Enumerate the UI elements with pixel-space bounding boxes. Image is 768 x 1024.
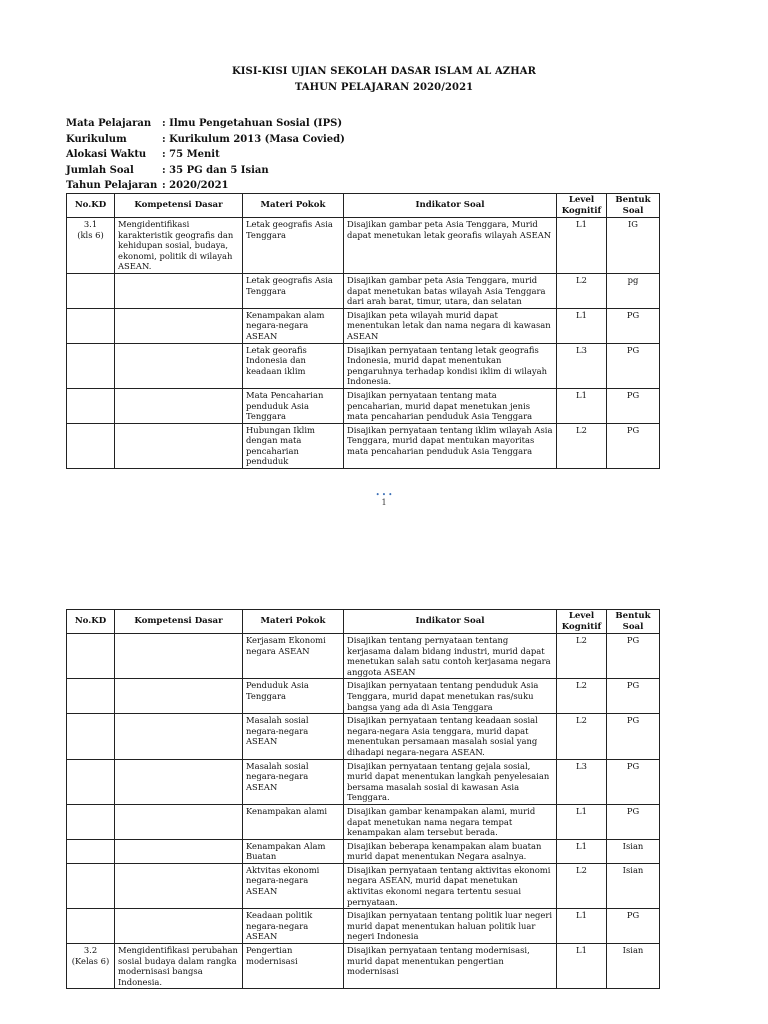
cell-text: Kenampakan alam negara-negara ASEAN [246,309,325,341]
cell-text: IG [628,219,638,229]
cell-indikator [344,759,557,804]
cell-text: Aktvitas ekonomi negara-negara ASEAN [246,864,320,897]
cell-kompetensi [115,218,243,274]
meta-row-subject [66,116,345,132]
cell-text: Isian [622,864,644,875]
meta-value: : 75 Menit [162,149,220,160]
table-row [67,804,660,839]
cell-kompetensi [115,273,243,308]
cell-kompetensi [115,839,243,863]
meta-key: Mata Pelajaran [66,118,152,129]
meta-key: Alokasi Waktu [66,149,147,160]
cell-text: L2 [576,274,587,285]
cell-level [557,714,607,759]
cell-bentuk [607,218,660,274]
cell-bentuk [607,759,660,804]
cell-level [557,759,607,804]
cell-kompetensi [115,759,243,804]
cell-text: L1 [576,840,587,851]
document-subtitle: TAHUN PELAJARAN 2020/2021 [294,82,474,93]
cell-text: Disajikan pernyataan tentang politik luar negeri murid dapat menentukan haluan politik luar negeri Indonesia [347,910,553,942]
meta-value: : 35 PG dan 5 Isian [162,164,269,176]
page-marker [0,492,768,506]
cell-materi [243,909,344,944]
cell-text: L1 [576,389,587,400]
cell-kompetensi [115,634,243,679]
cell-text: PG [626,424,640,435]
cell-text: PG [626,635,640,645]
cell-kompetensi [115,308,243,343]
cell-indikator [344,804,557,839]
cell-indikator [344,944,557,989]
cell-text: L1 [576,805,587,816]
cell-kompetensi [115,714,243,759]
meta-key: Jumlah Soal [66,164,134,176]
cell-text: 3.2 [83,945,98,956]
cell-text: Disajikan pernyataan tentang mata pencaharian, murid dapat menetukan jenis mata pencaharian penduduk Asia Tenggara [347,389,533,422]
cell-text: Letak geografis Asia Tenggara [246,219,333,240]
cell-text: Mata Pencaharian penduduk Asia Tenggara [246,389,324,422]
meta-value: : Kurikulum 2013 (Masa Covied) [162,133,345,145]
cell-materi [243,388,344,423]
header-no-kd: No.KD [67,610,115,634]
cell-text: Disajikan beberapa kenampakan alam buatan murid dapat menentukan Negara asalnya. [347,840,542,862]
meta-key: Kurikulum [66,133,127,145]
table-row [67,423,660,468]
table-row [67,308,660,343]
cell-text: L3 [576,760,587,771]
cell-text: PG [626,309,640,320]
cell-text: Hubungan Iklim dengan mata pencaharian penduduk [246,424,315,467]
cell-materi [243,804,344,839]
cell-indikator [344,634,557,679]
cell-level [557,944,607,989]
meta-row-year [66,178,345,194]
cell-level [557,863,607,908]
header-level: Level Kognitif [557,194,607,218]
meta-value: : 2020/2021 [162,180,229,191]
cell-level [557,423,607,468]
document-meta [66,116,345,194]
cell-text: L1 [576,945,587,956]
cell-materi [243,679,344,714]
cell-text: PG [626,910,640,921]
cell-materi [243,273,344,308]
header-materi: Materi Pokok [243,610,344,634]
cell-indikator [344,679,557,714]
cell-kompetensi [115,909,243,944]
cell-no-kd [67,634,115,679]
cell-bentuk [607,388,660,423]
table-header-row [67,194,660,218]
cell-indikator [344,218,557,274]
cell-text: Penduduk Asia Tenggara [246,680,309,701]
header-bentuk: Bentuk Soal [607,610,660,634]
cell-no-kd [67,679,115,714]
cell-text: Mengidentifikasi perubahan sosial budaya dalam rangka modernisasi bangsa Indonesia. [118,945,238,987]
cell-text: Disajikan pernyataan tentang aktivitas ekonomi negara ASEAN, murid dapat menetukan aktivitas ekonomi negara tertentu sesuai pernyataan. [347,864,551,907]
cell-materi [243,839,344,863]
cell-text: Disajikan pernyataan tentang keadaan sosial negara-negara Asia tenggara, murid dapat menentukan persamaan masalah sosial yang dihadapi negara-negara ASEAN. [347,715,538,757]
cell-bentuk [607,839,660,863]
cell-text: Kenampakan Alam Buatan [246,840,326,862]
cell-materi [243,759,344,804]
table-row [67,839,660,863]
table-row [67,634,660,679]
cell-text: PG [626,389,640,400]
cell-indikator [344,863,557,908]
header-kompetensi: Kompetensi Dasar [115,194,243,218]
cell-no-kd [67,909,115,944]
cell-level [557,308,607,343]
grid-table-1 [66,193,660,469]
cell-kompetensi [115,343,243,388]
cell-bentuk [607,423,660,468]
cell-materi [243,218,344,274]
cell-bentuk [607,714,660,759]
cell-text: Disajikan gambar peta Asia Tenggara, murid dapat menetukan batas wilayah Asia Tenggara dari arah barat, timur, utara, dan selatan [347,274,546,307]
cell-text: Disajikan pernyataan tentang modernisasi, murid dapat menentukan pengertian modernisasi [347,945,530,977]
cell-text: PG [626,805,640,816]
cell-text: (Kelas 6) [71,955,110,966]
cell-bentuk [607,273,660,308]
table-row [67,679,660,714]
cell-materi [243,863,344,908]
cell-no-kd [67,944,115,989]
cell-no-kd [67,714,115,759]
cell-text: Mengidentifikasi karakteristik geografis dan kehidupan sosial, budaya, ekonomi, politik di wilayah ASEAN. [118,219,234,272]
cell-text: Pengertian modernisasi [246,945,298,966]
cell-level [557,634,607,679]
meta-row-questions [66,163,345,179]
cell-indikator [344,839,557,863]
cell-text: PG [626,344,640,355]
cell-level [557,388,607,423]
table-row [67,759,660,804]
cell-bentuk [607,804,660,839]
header-indikator: Indikator Soal [344,194,557,218]
grid-table-2 [66,609,660,989]
cell-text: Masalah sosial negara-negara ASEAN [246,760,309,792]
table-row [67,909,660,944]
cell-text: L1 [576,910,587,921]
cell-text: Disajikan pernyataan tentang letak geografis Indonesia, murid dapat menentukan pengaruhnya terhadap kondisi iklim di wilayah Indonesia. [347,344,547,387]
cell-indikator [344,273,557,308]
cell-no-kd [67,423,115,468]
cell-materi [243,944,344,989]
meta-row-curriculum [66,132,345,148]
cell-text: (kls 6) [77,229,104,240]
cell-no-kd [67,273,115,308]
table-body-2 [67,634,660,989]
cell-text: L2 [576,715,587,726]
cell-text: Letak geografis Asia Tenggara [246,274,333,296]
cell-kompetensi [115,423,243,468]
cell-text: L2 [576,680,587,691]
cell-text: L2 [576,635,587,645]
cell-kompetensi [115,944,243,989]
meta-row-time [66,147,345,163]
cell-bentuk [607,679,660,714]
cell-text: Kerjasam Ekonomi negara ASEAN [246,635,326,656]
cell-indikator [344,714,557,759]
cell-text: Disajikan pernyataan tentang iklim wilayah Asia Tenggara, murid dapat mentukan mayoritas mata pencaharian penduduk Asia Tenggara [347,424,553,456]
cell-level [557,273,607,308]
cell-text: L1 [576,309,587,320]
table-row [67,343,660,388]
header-no-kd: No.KD [67,194,115,218]
table-header-row [67,610,660,634]
cell-no-kd [67,863,115,908]
header-level: Level Kognitif [557,610,607,634]
cell-text: PG [626,760,640,771]
cell-indikator [344,909,557,944]
cell-no-kd [67,218,115,274]
cell-text: Disajikan gambar peta Asia Tenggara, Murid dapat menetukan letak georafis wilayah ASEAN [347,219,552,240]
cell-materi [243,343,344,388]
cell-bentuk [607,343,660,388]
cell-bentuk [607,863,660,908]
cell-materi [243,308,344,343]
cell-kompetensi [115,388,243,423]
cell-bentuk [607,944,660,989]
table-body-1 [67,218,660,469]
document-title: KISI-KISI UJIAN SEKOLAH DASAR ISLAM AL AZHAR [231,66,537,77]
cell-kompetensi [115,679,243,714]
cell-text: Isian [622,945,644,956]
cell-no-kd [67,839,115,863]
cell-text: Disajikan pernyataan tentang gejala sosial, murid dapat menentukan langkah penyelesaian bersama masalah sosial di kawasan Asia Tenggara. [347,760,550,803]
page-number: 1 [381,498,387,507]
table-row [67,218,660,274]
cell-text: L2 [576,864,587,875]
table-row [67,388,660,423]
cell-no-kd [67,804,115,839]
cell-text: L3 [576,344,587,355]
cell-text: L2 [576,424,587,435]
cell-indikator [344,308,557,343]
cell-no-kd [67,759,115,804]
cell-text: PG [626,680,640,691]
cell-kompetensi [115,804,243,839]
cell-text: Isian [622,840,644,851]
cell-materi [243,634,344,679]
cell-no-kd [67,308,115,343]
cell-text: Letak georafis Indonesia dan keadaan iklim [246,344,307,376]
table-row [67,944,660,989]
cell-text: Disajikan gambar kenampakan alami, murid dapat menetukan nama negara tempat kenampakan alam tersebut berada. [347,805,536,838]
page-dots: • • • [375,491,393,499]
table-row [67,273,660,308]
cell-materi [243,714,344,759]
cell-text: L1 [576,219,587,229]
cell-text: PG [626,715,640,726]
cell-level [557,343,607,388]
cell-text: 3.1 [83,219,98,229]
cell-indikator [344,343,557,388]
cell-level [557,679,607,714]
meta-value: : Ilmu Pengetahuan Sosial (IPS) [162,118,343,129]
cell-level [557,909,607,944]
cell-materi [243,423,344,468]
header-indikator: Indikator Soal [344,610,557,634]
header-materi: Materi Pokok [243,194,344,218]
cell-text: Keadaan politik negara-negara ASEAN [246,910,313,942]
cell-text: Disajikan pernyataan tentang penduduk Asia Tenggara, murid dapat menetukan ras/suku bangsa yang ada di Asia Tenggara [347,680,539,712]
cell-kompetensi [115,863,243,908]
cell-text: Disajikan peta wilayah murid dapat menentukan letak dan nama negara di kawasan ASEAN [347,309,551,341]
cell-bentuk [607,634,660,679]
cell-no-kd [67,388,115,423]
cell-text: Kenampakan alami [246,805,328,816]
cell-text: Masalah sosial negara-negara ASEAN [246,715,309,747]
cell-indikator [344,423,557,468]
cell-level [557,218,607,274]
table-row [67,714,660,759]
table-row [67,863,660,908]
cell-bentuk [607,909,660,944]
cell-level [557,804,607,839]
cell-indikator [344,388,557,423]
cell-bentuk [607,308,660,343]
cell-text: pg [627,274,639,285]
header-kompetensi: Kompetensi Dasar [115,610,243,634]
cell-level [557,839,607,863]
cell-no-kd [67,343,115,388]
header-bentuk: Bentuk Soal [607,194,660,218]
cell-text: Disajikan tentang pernyataan tentang kerjasama dalam bidang industri, murid dapat menetukan salah satu contoh kerjasama negara anggota ASEAN [347,635,551,677]
meta-key: Tahun Pelajaran [66,180,158,191]
